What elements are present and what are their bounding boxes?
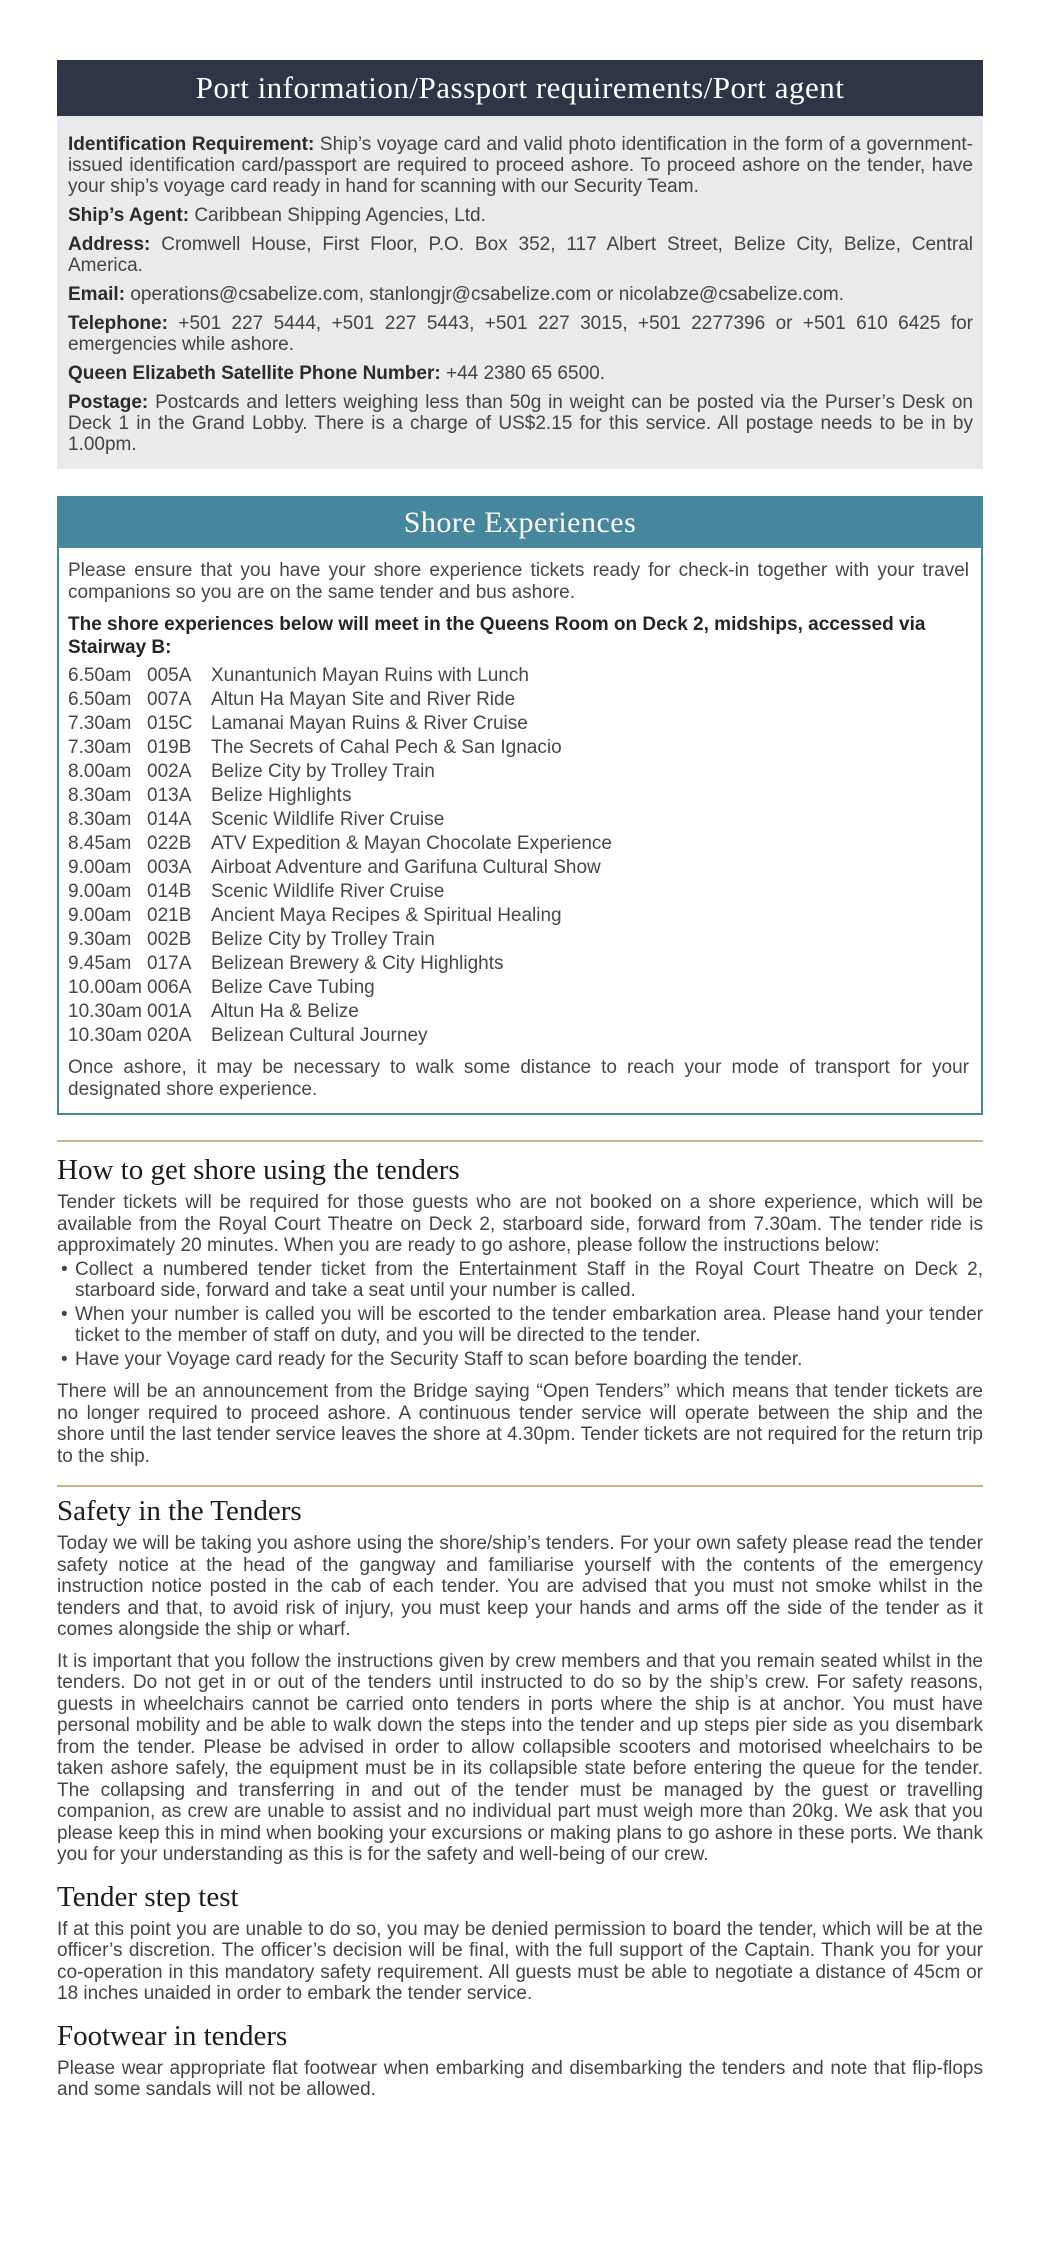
excursion-code: 015C bbox=[147, 713, 193, 734]
excursion-row bbox=[68, 1000, 969, 1024]
excursion-time: 9.45am bbox=[68, 953, 132, 974]
info-identification bbox=[68, 134, 973, 197]
excursion-name: Belize City by Trolley Train bbox=[211, 761, 435, 782]
open-tenders-paragraph: There will be an announcement from the Bridge saying “Open Tenders” which means that tender tickets are no longer required to proceed ashore. A continuous tender service will operate between the ship and the shore until the last tender service leaves the shore at 4.30pm. Tender tickets are not required for the return trip to the ship. bbox=[57, 1381, 983, 1467]
excursion-code: 002B bbox=[147, 929, 192, 950]
info-identification-label: Identification Requirement: bbox=[68, 134, 315, 155]
excursion-time: 9.00am bbox=[68, 857, 132, 878]
excursion-name: Belize City by Trolley Train bbox=[211, 929, 435, 950]
footwear-section bbox=[57, 2020, 983, 2101]
excursion-code: 019B bbox=[147, 737, 192, 758]
tender-bullet-voyage-card: • Have your Voyage card ready for the Security Staff to scan before boarding the tender. bbox=[57, 1349, 983, 1371]
tender-step-test-heading: Tender step test bbox=[57, 1880, 239, 1913]
section-divider bbox=[57, 1140, 983, 1142]
excursion-name: The Secrets of Cahal Pech & San Ignacio bbox=[211, 737, 562, 758]
excursion-code: 014B bbox=[147, 881, 192, 902]
excursion-name: Altun Ha & Belize bbox=[211, 1001, 359, 1022]
excursion-time: 10.30am bbox=[68, 1001, 142, 1022]
excursion-row bbox=[68, 784, 969, 808]
info-email bbox=[68, 284, 973, 305]
info-postage-label: Postage: bbox=[68, 392, 149, 413]
excursion-time: 9.30am bbox=[68, 929, 132, 950]
info-telephone-text: +501 227 5444, +501 227 5443, +501 227 3015, +501 2277396 or +501 610 6425 for emergencies while ashore. bbox=[68, 313, 973, 355]
tender-instructions-section bbox=[57, 1154, 983, 1467]
excursion-name: Ancient Maya Recipes & Spiritual Healing bbox=[211, 905, 562, 926]
shore-experiences-section bbox=[57, 496, 983, 1115]
port-info-header: Port information/Passport requirements/Port agent bbox=[57, 60, 983, 116]
excursion-code: 017A bbox=[147, 953, 192, 974]
excursion-name: Altun Ha Mayan Site and River Ride bbox=[211, 689, 516, 710]
info-satellite-phone bbox=[68, 363, 973, 384]
info-address-text: Cromwell House, First Floor, P.O. Box 352, 117 Albert Street, Belize City, Belize, Central America. bbox=[68, 234, 973, 276]
info-ships-agent-text: Caribbean Shipping Agencies, Ltd. bbox=[194, 205, 486, 226]
info-telephone-label: Telephone: bbox=[68, 313, 168, 334]
shore-meeting-note: The shore experiences below will meet in the Queens Room on Deck 2, midships, accessed via Stairway B: bbox=[68, 614, 926, 658]
excursion-list bbox=[68, 664, 969, 1048]
excursion-time: 9.00am bbox=[68, 881, 132, 902]
tender-instructions-heading: How to get shore using the tenders bbox=[57, 1154, 460, 1186]
info-address-label: Address: bbox=[68, 234, 151, 255]
footwear-paragraph: Please wear appropriate flat footwear when embarking and disembarking the tenders and note that flip-flops and some sandals will not be allowed. bbox=[57, 2057, 983, 2100]
excursion-name: Scenic Wildlife River Cruise bbox=[211, 881, 445, 902]
shore-intro-text: Please ensure that you have your shore experience tickets ready for check-in together with your travel companions so you are on the same tender and bus ashore. bbox=[68, 560, 969, 603]
daily-programme-page bbox=[57, 0, 983, 2101]
shore-walking-note: Once ashore, it may be necessary to walk some distance to reach your mode of transport for your designated shore experience. bbox=[68, 1057, 969, 1100]
section-divider bbox=[57, 1485, 983, 1487]
excursion-code: 003A bbox=[147, 857, 192, 878]
info-satellite-phone-label: Queen Elizabeth Satellite Phone Number: bbox=[68, 363, 441, 384]
port-info-body bbox=[57, 116, 983, 469]
excursion-code: 014A bbox=[147, 809, 192, 830]
excursion-code: 013A bbox=[147, 785, 192, 806]
tender-safety-paragraph-2: It is important that you follow the instructions given by crew members and that you remain seated whilst in the tenders. Do not get in or out of the tenders until instructed to do so by the ship’s crew. For safety reasons, guests in wheelchairs cannot be carried onto tenders in ports where the ship is at anchor. You must have personal mobility and be able to walk down the steps into the tender and up steps pier side as you disembark from the tender. Please be advised in order to allow collapsible scooters and motorised wheelchairs to be taken ashore safely, the equipment must be in its collapsible state before entering the queue for the tender. The collapsing and transferring in and out of the tender must be managed by the guest or travelling companion, as crew are unable to assist and no individual part must weigh more than 20kg. We ask that you please keep this in mind when booking your excursions or making plans to go ashore in these ports. We thank you for your understanding as this is for the safety and well-being of our crew. bbox=[57, 1650, 983, 1865]
excursion-row bbox=[68, 976, 969, 1000]
info-email-text: operations@csabelize.com, stanlongjr@csabelize.com or nicolabze@csabelize.com. bbox=[130, 284, 844, 305]
excursion-time: 10.00am bbox=[68, 977, 142, 998]
excursion-row bbox=[68, 880, 969, 904]
info-email-label: Email: bbox=[68, 284, 126, 305]
excursion-code: 002A bbox=[147, 761, 192, 782]
excursion-time: 8.30am bbox=[68, 785, 132, 806]
info-ships-agent-label: Ship’s Agent: bbox=[68, 205, 190, 226]
excursion-name: ATV Expedition & Mayan Chocolate Experience bbox=[211, 833, 612, 854]
excursion-name: Belizean Cultural Journey bbox=[211, 1025, 428, 1046]
tender-bullet-collect-ticket: • Collect a numbered tender ticket from the Entertainment Staff in the Royal Court Theatre on Deck 2, starboard side, forward and take a seat until your number is called. bbox=[57, 1259, 983, 1302]
excursion-name: Xunantunich Mayan Ruins with Lunch bbox=[211, 665, 529, 686]
excursion-code: 001A bbox=[147, 1001, 192, 1022]
tender-instructions-paragraph: Tender tickets will be required for those guests who are not booked on a shore experience, which will be available from the Royal Court Theatre on Deck 2, starboard side, forward from 7.30am. The tender ride is approximately 20 minutes. When you are ready to go ashore, please follow the instructions below: bbox=[57, 1192, 983, 1256]
excursion-code: 021B bbox=[147, 905, 192, 926]
excursion-name: Belizean Brewery & City Highlights bbox=[211, 953, 504, 974]
excursion-row bbox=[68, 712, 969, 736]
info-postage-text: Postcards and letters weighing less than 50g in weight can be posted via the Purser’s Desk on Deck 1 in the Grand Lobby. There is a charge of US$2.15 for this service. All postage needs to be in by 1.00pm. bbox=[68, 392, 973, 455]
tender-bullet-escort: • When your number is called you will be escorted to the tender embarkation area. Please hand your tender ticket to the member of staff on duty, and you will be directed to the tender. bbox=[57, 1304, 983, 1347]
excursion-time: 7.30am bbox=[68, 737, 132, 758]
info-identification-text: Ship’s voyage card and valid photo identification in the form of a government-issued identification card/passport are required to proceed ashore. To proceed ashore on the tender, have your ship’s voyage card ready in hand for scanning with our Security Team. bbox=[68, 134, 974, 197]
excursion-time: 6.50am bbox=[68, 689, 132, 710]
excursion-row bbox=[68, 1024, 969, 1048]
excursion-time: 9.00am bbox=[68, 905, 132, 926]
excursion-row bbox=[68, 664, 969, 688]
info-postage bbox=[68, 392, 973, 455]
excursion-code: 022B bbox=[147, 833, 192, 854]
excursion-time: 8.30am bbox=[68, 809, 132, 830]
tender-safety-paragraph-1: Today we will be taking you ashore using the shore/ship’s tenders. For your own safety please read the tender safety notice at the head of the gangway and familiarise yourself with the contents of the emergency instruction notice posted in the cab of each tender. You are advised that you must not smoke whilst in the tenders and that, to avoid risk of injury, you must keep your hands and arms off the side of the tender as it comes alongside the ship or wharf. bbox=[57, 1533, 983, 1640]
excursion-row bbox=[68, 832, 969, 856]
excursion-code: 007A bbox=[147, 689, 192, 710]
excursion-name: Belize Highlights bbox=[211, 785, 352, 806]
excursion-name: Belize Cave Tubing bbox=[211, 977, 375, 998]
excursion-row bbox=[68, 904, 969, 928]
tender-safety-heading: Safety in the Tenders bbox=[57, 1495, 302, 1527]
info-telephone bbox=[68, 313, 973, 355]
excursion-code: 005A bbox=[147, 665, 192, 686]
excursion-time: 8.00am bbox=[68, 761, 132, 782]
tender-step-test-paragraph: If at this point you are unable to do so, you may be denied permission to board the tender, which will be at the officer’s discretion. The officer’s decision will be final, with the full support of the Captain. Thank you for your co-operation in this mandatory safety requirement. All guests must be able to negotiate a distance of 45cm or 18 inches unaided in order to embark the tender service. bbox=[57, 1918, 983, 2004]
excursion-row bbox=[68, 688, 969, 712]
excursion-row bbox=[68, 928, 969, 952]
excursion-name: Scenic Wildlife River Cruise bbox=[211, 809, 445, 830]
excursion-time: 8.45am bbox=[68, 833, 132, 854]
excursion-row bbox=[68, 856, 969, 880]
excursion-code: 006A bbox=[147, 977, 192, 998]
info-ships-agent bbox=[68, 205, 973, 226]
excursion-name: Lamanai Mayan Ruins & River Cruise bbox=[211, 713, 528, 734]
excursion-time: 6.50am bbox=[68, 665, 132, 686]
excursion-name: Airboat Adventure and Garifuna Cultural Show bbox=[211, 857, 601, 878]
excursion-time: 7.30am bbox=[68, 713, 132, 734]
tender-step-test-section bbox=[57, 1881, 983, 2005]
info-satellite-phone-text: +44 2380 65 6500. bbox=[445, 363, 605, 384]
info-address bbox=[68, 234, 973, 276]
shore-experiences-header: Shore Experiences bbox=[59, 498, 981, 548]
excursion-time: 10.30am bbox=[68, 1025, 142, 1046]
excursion-code: 020A bbox=[147, 1025, 192, 1046]
tender-safety-section bbox=[57, 1495, 983, 1866]
excursion-row bbox=[68, 760, 969, 784]
shore-experiences-body bbox=[59, 548, 981, 1113]
excursion-row bbox=[68, 952, 969, 976]
footwear-heading: Footwear in tenders bbox=[57, 2019, 288, 2052]
excursion-row bbox=[68, 808, 969, 832]
port-info-section bbox=[57, 60, 983, 469]
excursion-row bbox=[68, 736, 969, 760]
